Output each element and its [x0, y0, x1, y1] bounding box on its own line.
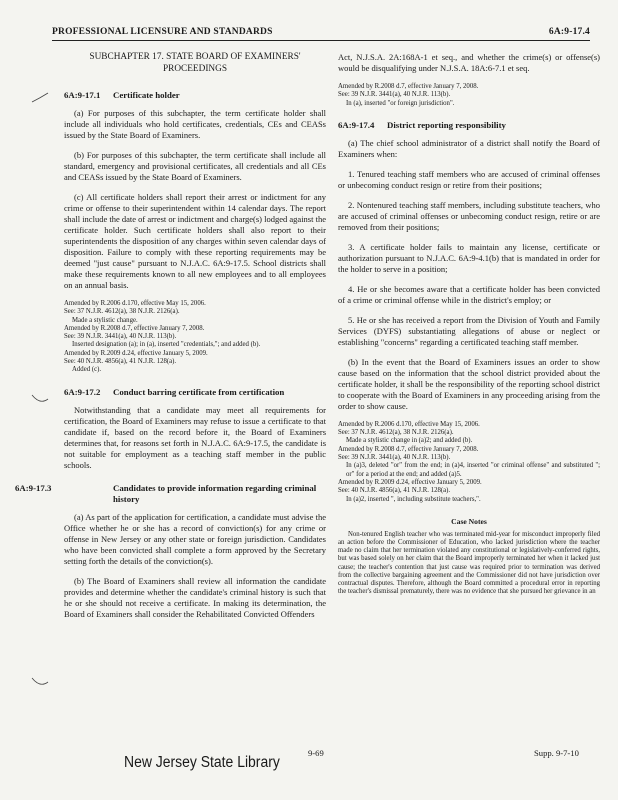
history-line: Amended by R.2008 d.7, effective January 7, 2008. — [338, 445, 479, 453]
paragraph: (b) The Board of Examiners shall review all information the candidate provides and determine whether the candidate's criminal history is such that he or she should not receive a certificate. In making its determination, the Board of Examiners shall consider the Rehabilitated Convicted Offenders — [64, 575, 326, 619]
history-note — [64, 300, 326, 375]
case-notes-heading: Case Notes — [451, 516, 487, 526]
section-title: Certificate holder — [113, 90, 180, 100]
section-number: 6A:9-17.4 — [338, 119, 375, 130]
paragraph: (a) As part of the application for certification, a candidate must advise the Office whether he or she has a record of conviction(s) for any crime or offense in New Jersey or any other state or foreign jurisdiction. Candidates who have been convicted shall complete a form approved by the Secretary setting forth the details of the conviction(s). — [64, 511, 326, 566]
header-section: 6A:9-17.4 — [548, 27, 590, 37]
section-title: District reporting responsibility — [387, 119, 506, 130]
history-line: In (a), inserted "or foreign jurisdiction". — [346, 99, 455, 107]
history-line: Made a stylistic change in (a)2; and added (b). — [346, 437, 473, 445]
history-line: See: 40 N.J.R. 4856(a), 41 N.J.R. 128(a). — [64, 358, 177, 366]
section-heading — [64, 90, 326, 101]
history-note — [338, 83, 600, 108]
paragraph: (a) The chief school administrator of a district shall notify the Board of Examiners when: — [338, 137, 600, 159]
history-line: See: 39 N.J.R. 3441(a), 40 N.J.R. 113(b). — [64, 333, 177, 341]
margin-mark — [30, 393, 52, 407]
history-line: Amended by R.2008 d.7, effective January 7, 2008. — [338, 83, 479, 90]
history-line: Amended by R.2006 d.170, effective May 15, 2006. — [64, 300, 206, 307]
history-line: See: 37 N.J.R. 4612(a), 38 N.J.R. 2126(a). — [338, 429, 454, 437]
history-line: In (a)3, deleted "or" from the end; in (a)4, inserted "or criminal offense" and substituted "; or" for a period at the end; and added (a)5. — [346, 462, 600, 478]
running-header — [52, 26, 590, 41]
section-heading — [338, 120, 600, 131]
paragraph: Act, N.J.S.A. 2A:168A-1 et seq., and whether the crime(s) or offense(s) would be disqualifying under N.J.S.A. 18A:6-7.1 et seq. — [338, 52, 600, 73]
case-note: Non-tenured English teacher who was terminated mid-year for misconduct improperly filed an action before the Commissioner of Education, who lacked jurisdiction where the teacher made no claim that her termination violated any constitutional or legislatively-conferred rights, but was based solely on her claim that the Board improperly terminated her when it lacked just cause; the teacher's contention that just cause was required prior to termination was derived from the collective bargaining agreement and the Commissioner did not have jurisdiction over contractual disputes. Therefore, although the Board committed a procedural error in reporting the teacher's dismissal prematurely, there was no evidence that she pursued her grievance in an — [338, 530, 600, 596]
section-heading — [15, 482, 326, 505]
margin-mark — [30, 676, 52, 690]
history-line: Amended by R.2009 d.24, effective January 5, 2009. — [64, 349, 208, 357]
library-stamp: New Jersey State Library — [124, 754, 280, 771]
history-line: In (a)2, inserted ", including substitute teachers,". — [346, 495, 481, 503]
section-number: 6A:9-17.1 — [64, 90, 101, 100]
left-column — [15, 52, 326, 629]
history-note — [338, 421, 600, 504]
page-number: 9-69 — [308, 748, 324, 758]
paragraph: (b) For purposes of this subchapter, the term certificate shall include all standard, emergency and provisional certificates, all credentials and all CEs and CEASs issued by the State Board of Examiners. — [64, 150, 326, 182]
paragraph: (b) In the event that the Board of Examiners issues an order to show cause based on the information that the school district provided about the certificate holder, it shall be the responsibility of the reporting school district to cooperate with the Board of Examiners in any proceeding arising from the order to show cause. — [338, 356, 600, 411]
header-title: PROFESSIONAL LICENSURE AND STANDARDS — [52, 27, 273, 37]
margin-mark — [30, 90, 52, 106]
history-line: See: 40 N.J.R. 4856(a), 41 N.J.R. 128(a). — [338, 487, 451, 495]
history-line: See: 39 N.J.R. 3441(a), 40 N.J.R. 113(b). — [338, 91, 451, 99]
history-line: See: 39 N.J.R. 3441(a), 40 N.J.R. 113(b). — [338, 454, 451, 462]
history-line: Inserted designation (a); in (a), inserted "credentials,"; and added (b). — [72, 341, 261, 349]
section-heading — [64, 387, 326, 398]
section-title: Candidates to provide information regarding criminal history — [113, 482, 317, 504]
history-line: Amended by R.2008 d.7, effective January 7, 2008. — [64, 324, 205, 332]
history-line: Added (c). — [72, 366, 102, 374]
section-number: 6A:9-17.2 — [64, 386, 101, 397]
section-title: Conduct barring certificate from certification — [113, 386, 285, 397]
list-item: 2. Nontenured teaching staff members, including substitute teachers, who are accused of criminal offenses or unbecoming conduct resign, retire or are removed from their positions; — [338, 199, 600, 232]
list-item: 3. A certificate holder fails to maintain any license, certificate or authorization pursuant to N.J.A.C. 6A:9-4.1(b) that is mandated in order for the holder to serve in a position; — [338, 241, 600, 274]
paragraph: (c) All certificate holders shall report their arrest or indictment for any crime or offense to their superintendent within 14 calendar days. The report shall include the date of arrest or indictment and charge(s) lodged against the certificate holder. Such certificate holders shall also report to their superintendents the disposition of any charges within seven calendar days of disposition. Failure to comply with these reporting requirements may be deemed "just cause" pursuant to N.J.A.C. 6A:9-17.5. School districts shall make these requirements known to all new employees and to all employees on an annual basis. — [64, 192, 326, 290]
paragraph: (a) For purposes of this subchapter, the term certificate holder shall include all individuals who hold certificates, credentials, CEs and CEASs issued by the State Board of Examiners. — [64, 108, 326, 140]
history-line: Amended by R.2006 d.170, effective May 15, 2006. — [338, 420, 480, 428]
history-line: See: 37 N.J.R. 4612(a), 38 N.J.R. 2126(a). — [64, 308, 180, 316]
right-column — [338, 52, 600, 596]
chapter-title: SUBCHAPTER 17. STATE BOARD OF EXAMINERS' PROCEEDINGS — [89, 52, 301, 74]
section-number: 6A:9-17.3 — [15, 482, 52, 493]
list-item: 4. He or she becomes aware that a certificate holder has been convicted of a crime or criminal offense while in the district's employ; or — [338, 283, 600, 305]
history-line: Made a stylistic change. — [72, 316, 138, 324]
history-line: Amended by R.2009 d.24, effective January 5, 2009. — [338, 478, 482, 486]
paragraph: Notwithstanding that a candidate may meet all requirements for certification, the Board of Examiners may refuse to issue a certificate to that candidate if, based on the record before it, the Board of Examiners determines that, for reasons set forth in N.J.A.C. 6A:9-17.5, the candidate is not suitable for employment as a teaching staff member in the public schools. — [64, 404, 326, 470]
supplement-date: Supp. 9-7-10 — [534, 748, 579, 758]
list-item: 5. He or she has received a report from the Division of Youth and Family Services (DYFS) substantiating allegations of abuse or neglect or establishing "concerns" regarding a certificated teaching staff member. — [338, 314, 600, 347]
list-item: 1. Tenured teaching staff members who are accused of criminal offenses or unbecoming conduct resign or retire from their positions; — [338, 168, 600, 190]
